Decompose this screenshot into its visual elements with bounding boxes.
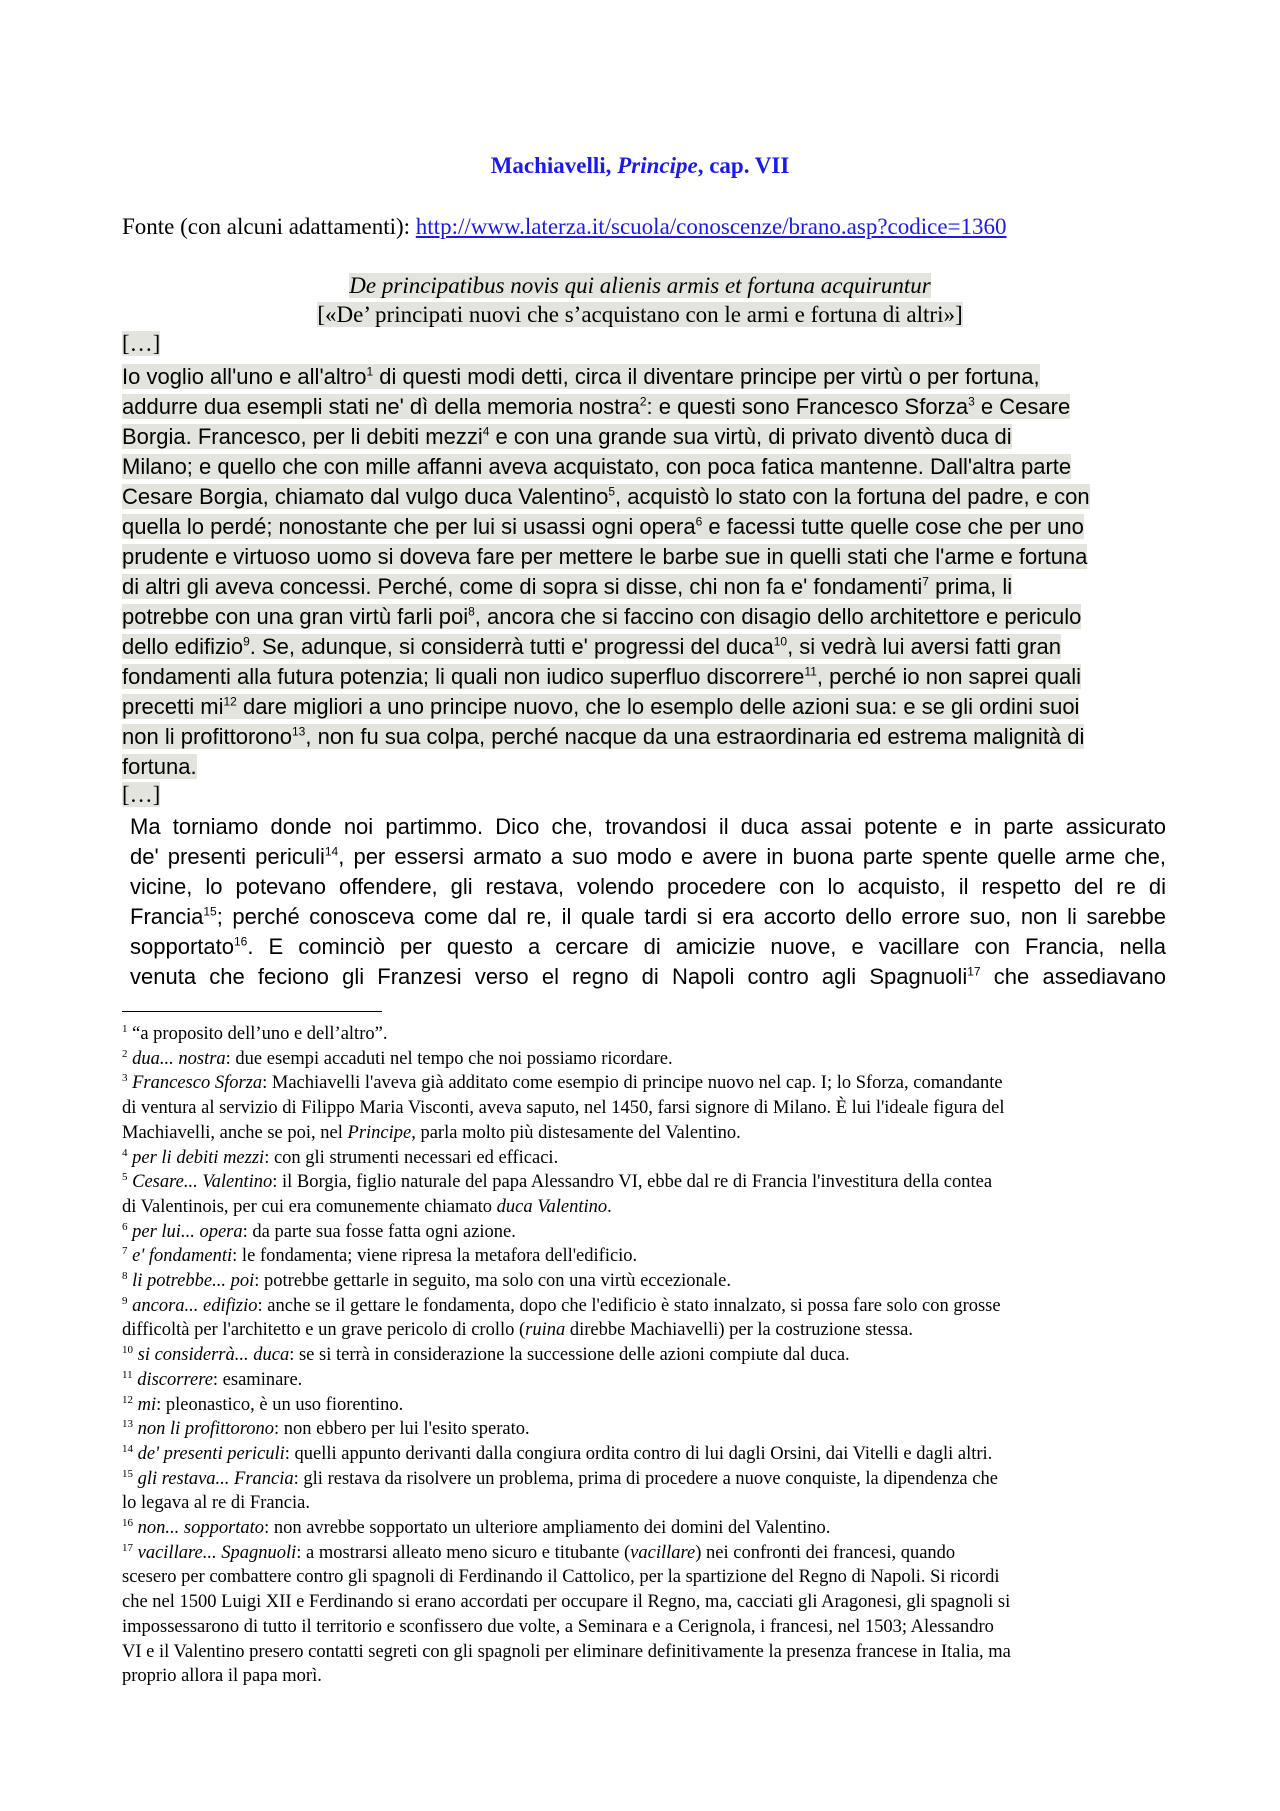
text-run: Borgia. Francesco, per li debiti mezzi <box>122 424 483 449</box>
text-run: , si vedrà lui aversi fatti gran <box>787 634 1061 659</box>
text-line <box>122 632 1162 662</box>
footnote-text: : anche se il gettare le fondamenta, dopo che l'edificio è stato innalzato, si possa fare solo con grosse <box>257 1295 1001 1316</box>
footnote-number: 17 <box>122 1541 133 1554</box>
footnote-text: di Valentinois, per cui era comunemente chiamato <box>122 1196 497 1217</box>
text-run: Cesare Borgia, chiamato dal vulgo duca Valentino <box>122 484 609 509</box>
footnote-number: 15 <box>122 1467 133 1480</box>
text-run: non li profittorono <box>122 724 292 749</box>
footnote-text: scesero per combattere contro gli spagnoli di Ferdinando il Cattolico, per la spartizione del Regno di Napoli. Si ricordi <box>122 1567 1000 1588</box>
footnote-lemma: per lui... opera <box>132 1221 243 1242</box>
footnote-lemma: Francesco Sforza <box>132 1073 263 1094</box>
footnote-line <box>122 1220 1172 1245</box>
text-line <box>122 482 1162 512</box>
text-run: fortuna. <box>122 754 197 779</box>
footnote-lemma: dua... nostra <box>132 1048 226 1069</box>
footnote-number: 8 <box>122 1269 128 1282</box>
text-line <box>130 872 1166 902</box>
subtitle-italian: [«De’ principati nuovi che s’acquistano con le armi e fortuna di altri»] <box>317 302 963 327</box>
text-run: Io voglio all'uno e all'altro <box>122 364 367 389</box>
footnote-number: 10 <box>122 1343 133 1356</box>
footnote-line <box>122 1096 1172 1121</box>
footnote-text: : a mostrarsi alleato meno sicuro e titubante ( <box>296 1542 631 1563</box>
text-run: precetti mi <box>122 694 224 719</box>
footnote-line <box>122 1640 1172 1665</box>
text-run: e Cesare <box>974 394 1071 419</box>
footnote-line <box>122 1417 1172 1442</box>
footnote-number: 5 <box>122 1171 128 1184</box>
footnote-number: 1 <box>122 1022 128 1035</box>
footnote-text: proprio allora il papa morì. <box>122 1666 322 1687</box>
title-work: Principe <box>617 153 698 178</box>
text-line <box>122 392 1162 422</box>
title-chapter: , cap. VII <box>697 153 790 178</box>
footnote-text: : esaminare. <box>212 1369 303 1390</box>
text-run: fondamenti alla futura potenzia; li quali non iudico superfluo discorrere <box>122 664 805 689</box>
text-run: : e questi sono Francesco Sforza <box>646 394 969 419</box>
text-run: ; perché conosceva come dal re, il quale tardi si era accorto dello errore suo, non li sarebbe <box>216 904 1166 929</box>
footnote-lemma: per li debiti mezzi <box>132 1147 265 1168</box>
paragraph-1 <box>122 362 1162 782</box>
text-run: prima, li <box>928 574 1013 599</box>
footnote-lemma: ancora... edifizio <box>132 1295 258 1316</box>
text-run: vicine, lo potevano offendere, gli restava, volendo procedere con lo acquisto, il respetto del re di <box>130 874 1166 899</box>
footnote-lemma: non... sopportato <box>137 1518 265 1539</box>
footnote-text: Machiavelli, anche se poi, nel <box>122 1122 348 1143</box>
footnote-line <box>122 1368 1172 1393</box>
text-run: dare migliori a uno principe nuovo, che lo esemplo delle azioni sua: e se gli ordini suoi <box>236 694 1080 719</box>
footnote-text: direbbe Machiavelli) per la costruzione stessa. <box>565 1320 914 1341</box>
footnote-ref: 1 <box>366 364 374 379</box>
footnotes <box>122 1022 1172 1689</box>
footnote-line <box>122 1442 1172 1467</box>
footnote-line <box>122 1541 1172 1566</box>
text-run: Francia <box>130 904 204 929</box>
text-run: dello edifizio <box>122 634 244 659</box>
footnote-lemma: e' fondamenti <box>132 1246 233 1267</box>
footnote-ref: 17 <box>967 964 981 979</box>
footnote-line <box>122 1615 1172 1640</box>
footnote-text: : le fondamenta; viene ripresa la metafora dell'edificio. <box>232 1246 638 1267</box>
text-run: Milano; e quello che con mille affanni aveva acquistato, con poca fatica mantenne. Dall'altra parte <box>122 454 1072 479</box>
footnote-ref: 4 <box>482 424 490 439</box>
footnote-ref: 9 <box>243 634 250 649</box>
text-line <box>130 812 1166 842</box>
text-run: , ancora che si faccino con disagio dello architettore e periculo <box>474 604 1082 629</box>
footnote-ref: 11 <box>804 664 817 679</box>
footnote-lemma: li potrebbe... poi <box>132 1271 255 1292</box>
source-line <box>122 214 1007 240</box>
footnote-line <box>122 1146 1172 1171</box>
footnote-lemma: discorrere <box>137 1369 213 1390</box>
footnote-ref: 6 <box>695 514 703 529</box>
footnote-text: : non ebbero per lui l'esito sperato. <box>274 1419 530 1440</box>
footnote-text: : Machiavelli l'aveva già additato come esempio di principe nuovo nel cap. I; lo Sforza, comandante <box>262 1073 1003 1094</box>
text-run: sopportato <box>130 934 234 959</box>
text-run: prudente e virtuoso uomo si doveva fare per mettere le barbe sue in quelli stati che l'arme e fortuna <box>122 544 1088 569</box>
text-line <box>122 422 1162 452</box>
footnote-line <box>122 1071 1172 1096</box>
footnote-separator <box>122 1011 382 1012</box>
footnote-line <box>122 1664 1172 1689</box>
footnote-ref: 3 <box>968 394 975 409</box>
text-line <box>130 962 1166 992</box>
footnote-ref: 10 <box>773 634 788 649</box>
footnote-text: : gli restava da risolvere un problema, prima di procedere a nuove conquiste, la dipendenza che <box>293 1468 998 1489</box>
footnote-text: , parla molto più distesamente del Valentino. <box>411 1122 741 1143</box>
footnote-lemma: duca Valentino <box>496 1196 608 1217</box>
footnote-line <box>122 1244 1172 1269</box>
footnote-text: : se si terrà in considerazione la successione delle azioni compiute dal duca. <box>289 1345 850 1366</box>
footnote-line <box>122 1393 1172 1418</box>
text-line <box>122 362 1162 392</box>
footnote-lemma: de' presenti periculi <box>137 1443 285 1464</box>
footnote-number: 2 <box>122 1047 128 1060</box>
footnote-text: . <box>607 1196 612 1217</box>
footnote-number: 11 <box>122 1368 133 1381</box>
footnote-number: 14 <box>122 1442 133 1455</box>
page-title <box>0 153 1280 179</box>
footnote-text: impossessarono di tutto il territorio e sconfissero due volte, a Seminara e a Cerignola, i francesi, nel 1503; Alessandro <box>122 1616 994 1637</box>
footnote-line <box>122 1121 1172 1146</box>
text-run: , acquistò lo stato con la fortuna del padre, e con <box>615 484 1090 509</box>
footnote-lemma: vacillare <box>630 1542 696 1563</box>
text-line <box>122 452 1162 482</box>
text-run: de' presenti periculi <box>130 844 325 869</box>
footnote-text: difficoltà per l'architetto e un grave pericolo di crollo ( <box>122 1320 526 1341</box>
footnote-line <box>122 1467 1172 1492</box>
footnote-number: 13 <box>122 1418 133 1431</box>
footnote-text: di ventura al servizio di Filippo Maria Visconti, aveva saputo, nel 1450, farsi signore di Milano. È lui l'ideale figura del <box>122 1098 1005 1119</box>
text-run: addurre dua esempli stati ne' dì della memoria nostra <box>122 394 640 419</box>
footnote-line <box>122 1022 1172 1047</box>
footnote-line <box>122 1170 1172 1195</box>
footnote-lemma: mi <box>137 1394 157 1415</box>
footnote-text: VI e il Valentino presero contatti segreti con gli spagnoli per eliminare definitivamente la presenza francese in Italia, ma <box>122 1641 1011 1662</box>
text-run: e con una grande sua virtù, di privato diventò duca di <box>489 424 1012 449</box>
footnote-text: : il Borgia, figlio naturale del papa Alessandro VI, ebbe dal re di Francia l'investitura della contea <box>272 1172 993 1193</box>
footnote-line <box>122 1565 1172 1590</box>
footnote-lemma: si considerrà... duca <box>137 1345 290 1366</box>
footnote-line <box>122 1195 1172 1220</box>
footnote-text: : non avrebbe sopportato un ulteriore ampliamento dei domini del Valentino. <box>264 1518 831 1539</box>
text-run: di questi modi detti, circa il diventare principe per virtù o per fortuna, <box>373 364 1040 389</box>
text-line <box>122 752 1162 782</box>
footnote-text: : due esempi accaduti nel tempo che noi possiamo ricordare. <box>225 1048 673 1069</box>
text-run: di altri gli aveva concessi. Perché, come di sopra si disse, chi non fa e' fondamenti <box>122 574 923 599</box>
footnote-ref: 12 <box>223 694 237 709</box>
footnote-ref: 5 <box>608 484 616 499</box>
footnote-text: che nel 1500 Luigi XII e Ferdinando si erano accordati per occupare il Regno, ma, cacciati gli Aragonesi, gli spagnoli si <box>122 1592 1011 1613</box>
footnote-text: “a proposito dell’uno e dell’altro”. <box>127 1024 388 1044</box>
footnote-line <box>122 1590 1172 1615</box>
footnote-text: ) nei confronti dei francesi, quando <box>695 1542 956 1563</box>
footnote-number: 16 <box>122 1516 133 1529</box>
title-author: Machiavelli, <box>490 153 618 178</box>
ellipsis-top: […] <box>122 331 161 356</box>
footnote-text: : potrebbe gettarle in seguito, ma solo con una virtù eccezionale. <box>254 1271 731 1292</box>
footnote-number: 12 <box>122 1393 133 1406</box>
footnote-number: 9 <box>122 1294 128 1307</box>
footnote-number: 7 <box>122 1245 128 1258</box>
text-line <box>122 722 1162 752</box>
text-run: , per essersi armato a suo modo e avere in buona parte spente quelle arme che, <box>338 844 1166 869</box>
text-line <box>122 662 1162 692</box>
footnote-number: 3 <box>122 1072 128 1085</box>
text-line <box>122 692 1162 722</box>
text-line <box>122 572 1162 602</box>
subtitle-latin: De principatibus novis qui alienis armis et fortuna acquiruntur <box>349 273 931 298</box>
text-run: venuta che feciono gli Franzesi verso el regno di Napoli contro agli Spagnuoli <box>130 964 968 989</box>
footnote-lemma: Cesare... Valentino <box>132 1172 273 1193</box>
text-line <box>130 902 1166 932</box>
text-line <box>130 842 1166 872</box>
text-run: . Se, adunque, si considerrà tutti e' progressi del duca <box>249 634 774 659</box>
footnote-text: : quelli appunto derivanti dalla congiura ordita contro di lui dagli Orsini, dai Vitelli e dagli altri. <box>284 1443 993 1464</box>
text-line <box>122 542 1162 572</box>
subtitle-latin-line <box>0 273 1280 299</box>
text-run: quella lo perdé; nonostante che per lui si usassi ogni opera <box>122 514 696 539</box>
source-label: Fonte (con alcuni adattamenti): <box>122 214 416 239</box>
text-run: , non fu sua colpa, perché nacque da una estraordinaria ed estrema malignità di <box>305 724 1085 749</box>
footnote-text: : con gli strumenti necessari ed efficaci. <box>264 1147 559 1168</box>
footnote-text: lo legava al re di Francia. <box>122 1493 310 1514</box>
footnote-line <box>122 1516 1172 1541</box>
source-link[interactable]: http://www.laterza.it/scuola/conoscenze/brano.asp?codice=1360 <box>415 214 1007 239</box>
text-run: , perché io non saprei quali <box>816 664 1082 689</box>
footnote-text: : pleonastico, è un uso fiorentino. <box>156 1394 404 1415</box>
footnote-line <box>122 1491 1172 1516</box>
footnote-lemma: gli restava... Francia <box>137 1468 294 1489</box>
footnote-text: : da parte sua fosse fatta ogni azione. <box>242 1221 516 1242</box>
paragraph-2 <box>130 812 1166 992</box>
text-run: potrebbe con una gran virtù farli poi <box>122 604 469 629</box>
footnote-line <box>122 1269 1172 1294</box>
footnote-number: 6 <box>122 1220 128 1233</box>
subtitle-italian-line <box>0 302 1280 328</box>
footnote-ref: 15 <box>203 904 217 919</box>
text-run: . E cominciò per questo a cercare di amicizie nuove, e vacillare con Francia, nella <box>247 934 1166 959</box>
text-line <box>130 932 1166 962</box>
ellipsis-middle: […] <box>122 782 161 807</box>
footnote-line <box>122 1343 1172 1368</box>
text-line <box>122 602 1162 632</box>
footnote-ref: 14 <box>324 844 339 859</box>
footnote-lemma: Principe <box>347 1122 412 1143</box>
text-run: Ma torniamo donde noi partimmo. Dico che, trovandosi il duca assai potente e in parte assicurato <box>130 814 1166 839</box>
footnote-lemma: ruina <box>525 1320 566 1341</box>
footnote-line <box>122 1294 1172 1319</box>
footnote-number: 4 <box>122 1146 128 1159</box>
footnote-ref: 8 <box>468 604 475 619</box>
footnote-ref: 16 <box>233 934 248 949</box>
footnote-line <box>122 1318 1172 1343</box>
footnote-lemma: vacillare... Spagnuoli <box>137 1542 297 1563</box>
text-run: che assediavano <box>980 964 1166 989</box>
footnote-lemma: non li profittorono <box>137 1419 274 1440</box>
footnote-line <box>122 1047 1172 1072</box>
footnote-ref: 2 <box>639 394 647 409</box>
footnote-ref: 7 <box>922 574 929 589</box>
text-run: e facessi tutte quelle cose che per uno <box>702 514 1084 539</box>
footnote-ref: 13 <box>292 724 306 739</box>
text-line <box>122 512 1162 542</box>
